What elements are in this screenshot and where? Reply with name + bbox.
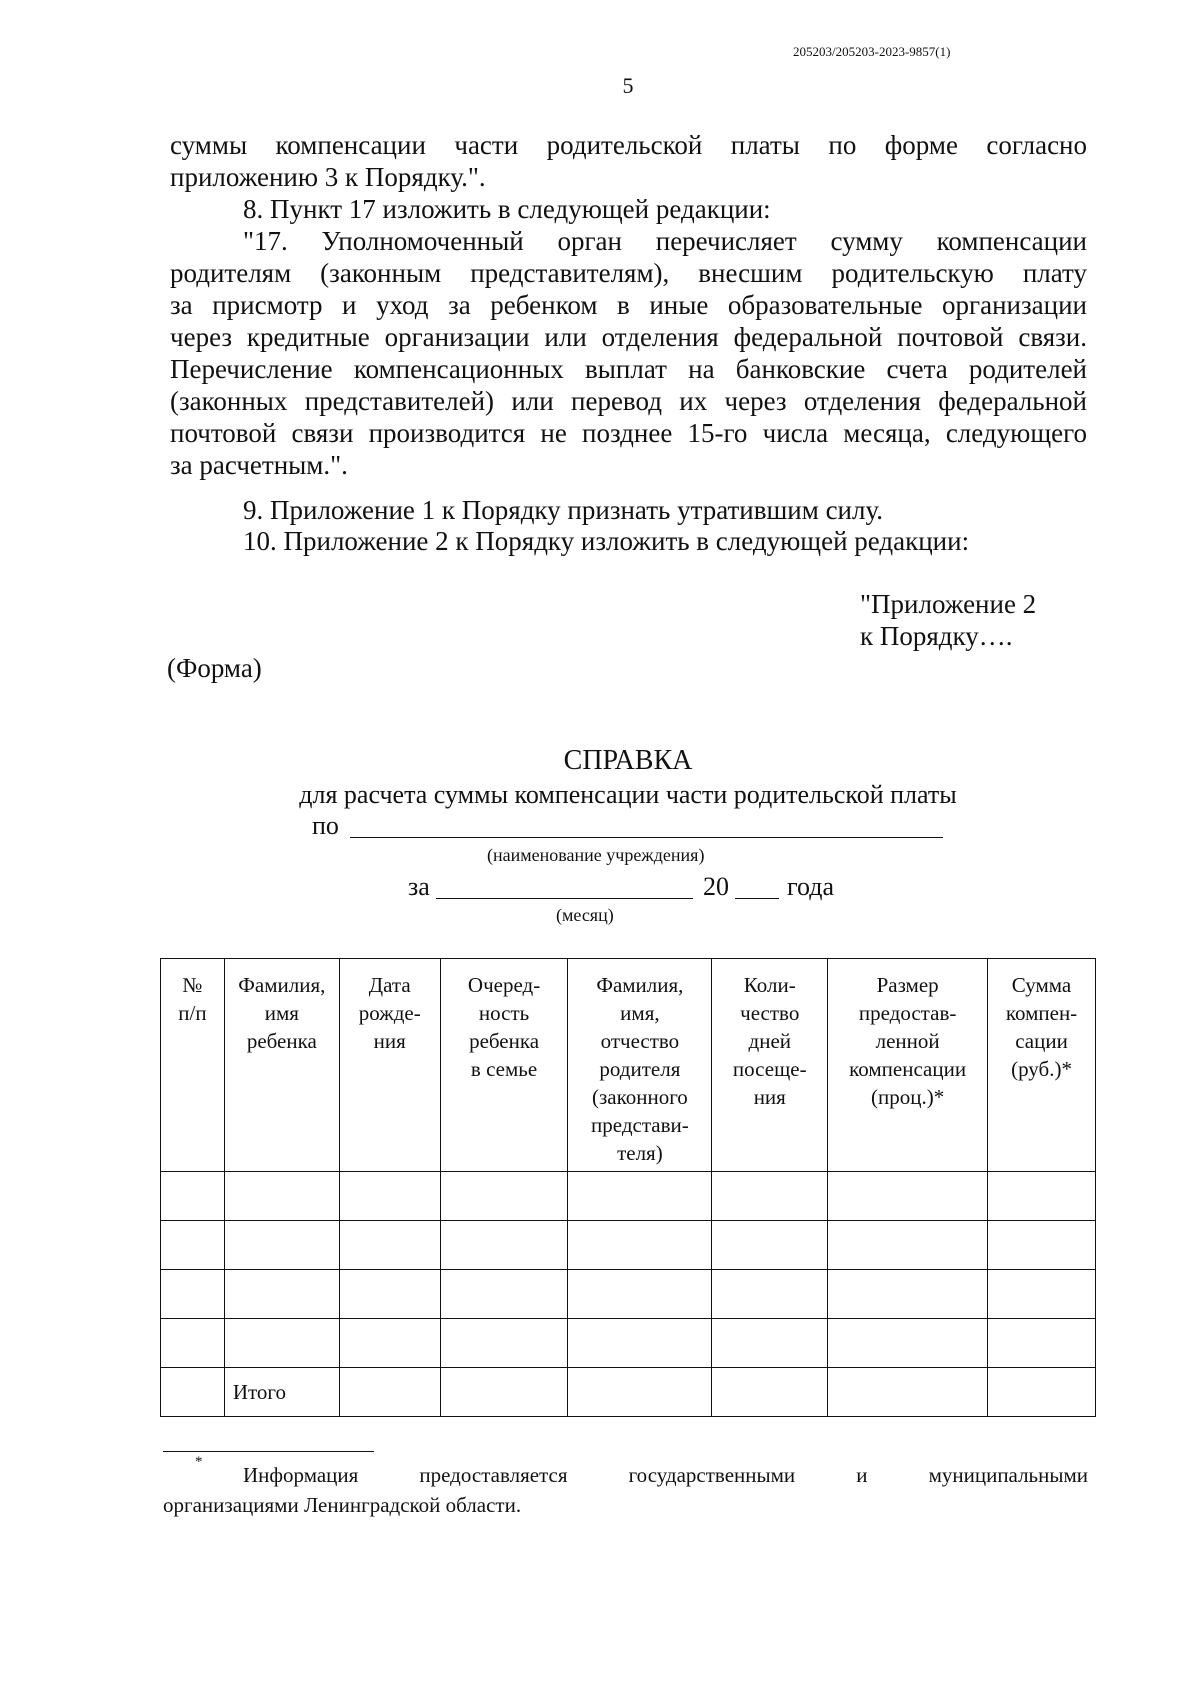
table-cell[interactable]: [988, 1172, 1096, 1221]
compensation-table: [160, 958, 1096, 1417]
attachment-subtitle: к Порядку….: [860, 621, 1013, 651]
table-cell[interactable]: [568, 1319, 712, 1368]
table-cell[interactable]: [224, 1172, 339, 1221]
footnote-mark: *: [195, 1454, 203, 1470]
text-line: родителям (законным представителям), внесшим родительскую плату: [170, 258, 1087, 288]
item-8: 8. Пункт 17 изложить в следующей редакции:: [243, 194, 771, 224]
table-cell[interactable]: [712, 1368, 828, 1417]
year-suffix: года: [787, 872, 835, 901]
table-cell[interactable]: [224, 1319, 339, 1368]
month-field[interactable]: [436, 870, 693, 899]
year-field[interactable]: [735, 870, 779, 899]
table-cell[interactable]: [568, 1221, 712, 1270]
table-cell[interactable]: [161, 1368, 225, 1417]
table-cell[interactable]: [224, 1221, 339, 1270]
table-cell[interactable]: [712, 1172, 828, 1221]
total-row: [161, 1368, 1096, 1417]
header-cell: Фамилия, имя, отчество родителя (законного представи- теля): [568, 959, 712, 1172]
footnote-line: Информация предоставляется государственными и муниципальными: [243, 1463, 1088, 1487]
table-cell[interactable]: [161, 1319, 225, 1368]
institution-caption: (наименование учреждения): [487, 845, 705, 865]
year-prefix: 20: [703, 872, 729, 901]
text-line: приложению 3 к Порядку.".: [170, 162, 486, 192]
header-cell: Сумма компен- сации (руб.)*: [988, 959, 1096, 1172]
table-cell[interactable]: [440, 1221, 568, 1270]
institution-field[interactable]: [350, 809, 943, 838]
table-row: [161, 1270, 1096, 1319]
item-9: 9. Приложение 1 к Порядку признать утратившим силу.: [243, 495, 884, 525]
table-cell[interactable]: [988, 1270, 1096, 1319]
form-label: (Форма): [167, 653, 262, 683]
table-cell[interactable]: [440, 1270, 568, 1319]
table-cell[interactable]: [828, 1319, 988, 1368]
table-cell[interactable]: [988, 1319, 1096, 1368]
item-10: 10. Приложение 2 к Порядку изложить в следующей редакции:: [243, 526, 970, 556]
table-cell[interactable]: [828, 1172, 988, 1221]
table-row: [161, 1172, 1096, 1221]
table-cell[interactable]: [568, 1270, 712, 1319]
table-cell[interactable]: [339, 1172, 440, 1221]
table-cell[interactable]: [339, 1270, 440, 1319]
text-line: за расчетным.".: [170, 450, 348, 480]
text-line: Перечисление компенсационных выплат на банковские счета родителей: [170, 354, 1087, 384]
table-cell[interactable]: [161, 1172, 225, 1221]
header-cell: Фамилия, имя ребенка: [224, 959, 339, 1172]
page-number: 5: [622, 73, 634, 98]
table-cell[interactable]: [440, 1368, 568, 1417]
table-row: [161, 1221, 1096, 1270]
table-header-row: [161, 959, 1096, 1172]
table-cell[interactable]: [568, 1172, 712, 1221]
table-cell[interactable]: [339, 1221, 440, 1270]
table-cell[interactable]: [828, 1221, 988, 1270]
certificate-subtitle: для расчета суммы компенсации части родительской платы: [299, 780, 957, 809]
month-caption: (месяц): [556, 905, 614, 925]
total-label: Итого: [224, 1368, 339, 1417]
footnote-divider: [163, 1451, 374, 1452]
table-cell[interactable]: [339, 1368, 440, 1417]
attachment-title: "Приложение 2: [860, 589, 1037, 619]
header-cell: Дата рожде- ния: [339, 959, 440, 1172]
table-cell[interactable]: [161, 1221, 225, 1270]
for-label: за: [408, 872, 430, 901]
table-cell[interactable]: [712, 1221, 828, 1270]
text-line: почтовой связи производится не позднее 15-го числа месяца, следующего: [170, 418, 1087, 448]
table-cell[interactable]: [161, 1270, 225, 1319]
table-cell[interactable]: [712, 1319, 828, 1368]
table-cell[interactable]: [828, 1368, 988, 1417]
table-cell[interactable]: [224, 1270, 339, 1319]
table-row: [161, 1319, 1096, 1368]
text-line: за присмотр и уход за ребенком в иные образовательные организации: [170, 290, 1087, 320]
document-id: 205203/205203-2023-9857(1): [793, 44, 951, 59]
certificate-title: СПРАВКА: [563, 745, 693, 776]
text-line: "17. Уполномоченный орган перечисляет сумму компенсации: [243, 226, 1087, 256]
table-cell[interactable]: [339, 1319, 440, 1368]
paragraph-compensation: [170, 129, 1087, 193]
header-cell: Очеред- ность ребенка в семье: [440, 959, 568, 1172]
footnote: [163, 1460, 1088, 1520]
header-cell: Размер предостав- ленной компенсации (проц.)*: [828, 959, 988, 1172]
table-cell[interactable]: [988, 1368, 1096, 1417]
table-cell[interactable]: [568, 1368, 712, 1417]
by-label: по: [312, 811, 339, 840]
table-cell[interactable]: [988, 1221, 1096, 1270]
header-cell: Коли- чество дней посеще- ния: [712, 959, 828, 1172]
footnote-line: организациями Ленинградской области.: [163, 1493, 522, 1517]
table-cell[interactable]: [440, 1319, 568, 1368]
paragraph-17: [170, 225, 1087, 481]
header-cell: № п/п: [161, 959, 225, 1172]
text-line: суммы компенсации части родительской платы по форме согласно: [170, 130, 1087, 160]
text-line: (законных представителей) или перевод их через отделения федеральной: [170, 386, 1087, 416]
table-cell[interactable]: [712, 1270, 828, 1319]
text-line: через кредитные организации или отделения федеральной почтовой связи.: [170, 322, 1087, 352]
table-cell[interactable]: [828, 1270, 988, 1319]
table-cell[interactable]: [440, 1172, 568, 1221]
